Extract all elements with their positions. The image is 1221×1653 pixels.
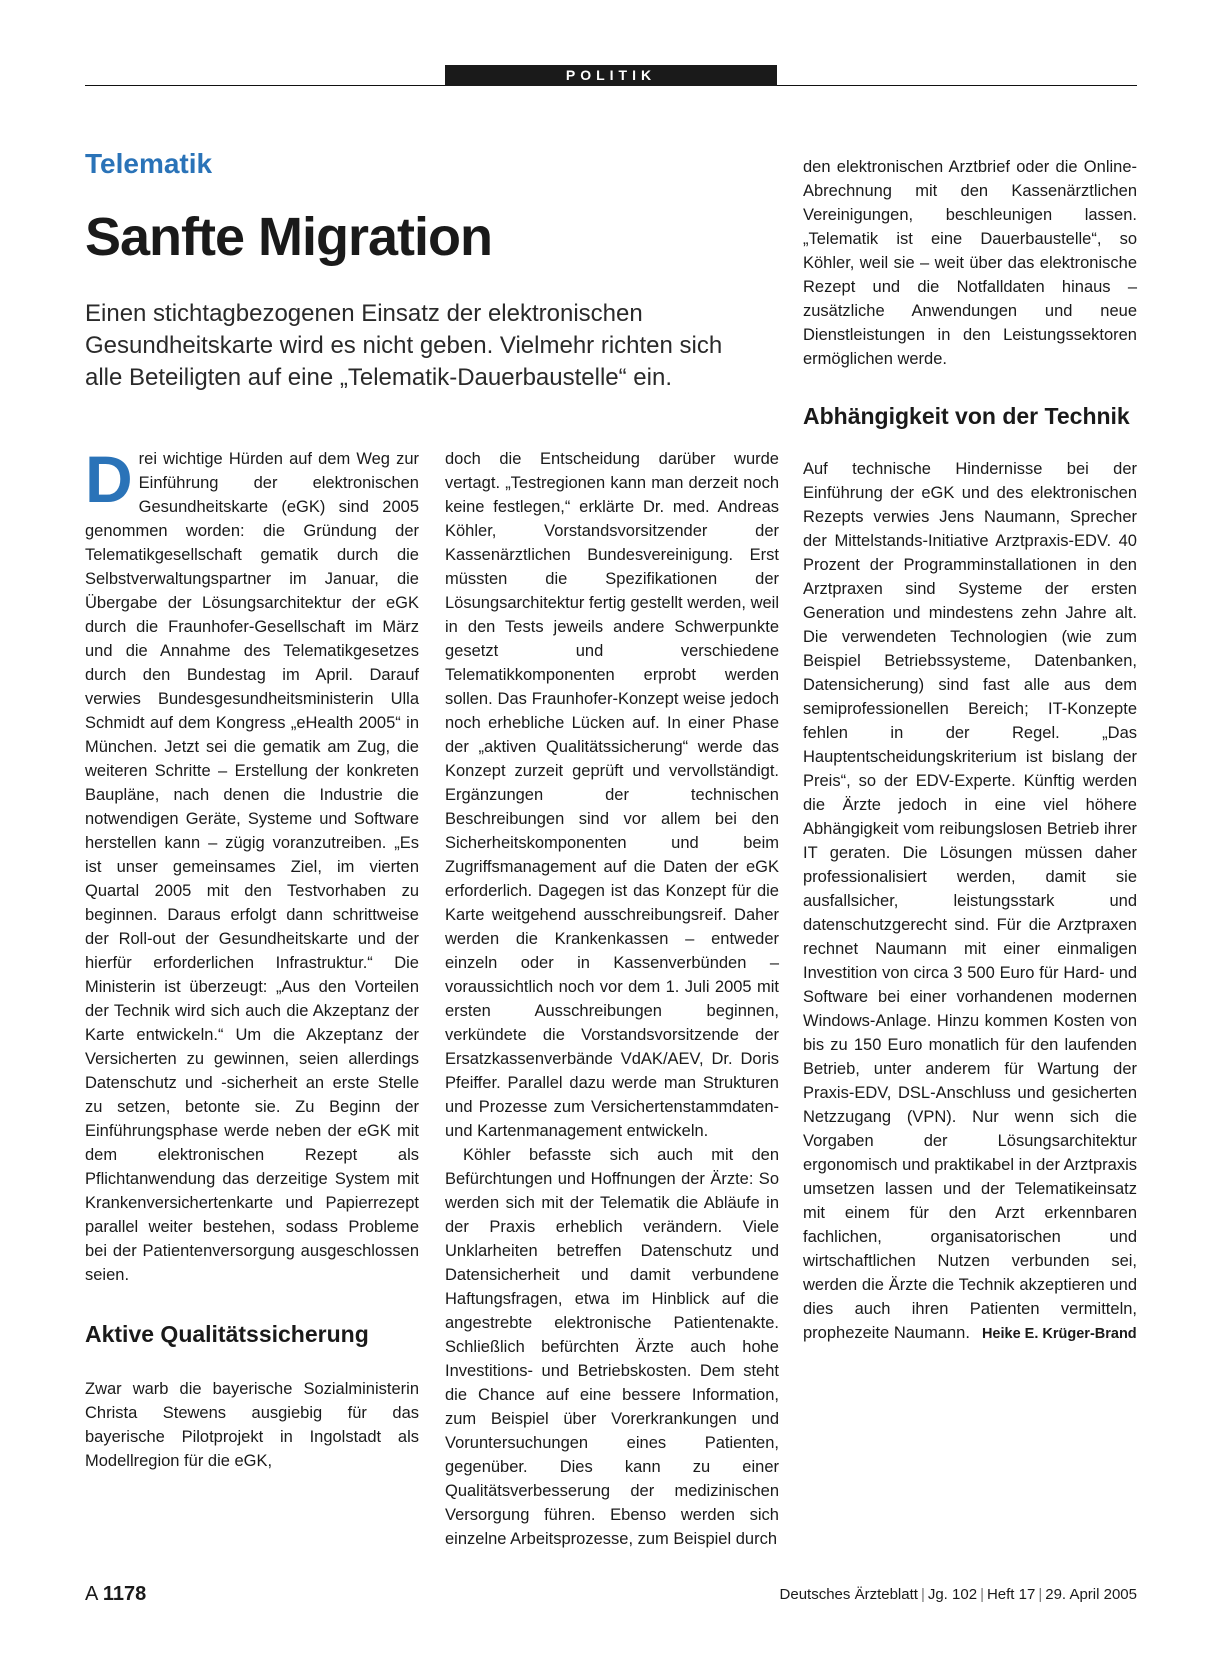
paragraph-intro: [85, 442, 419, 1287]
paragraph-koehler-continued: den elektronischen Arztbrief oder die Online-Abrechnung mit den Kassenärztlichen Vereinigungen, beschleunigen lassen. „Telematik ist eine Dauerbaustelle“, so Köhler, weil sie – weit über das elektronische Rezept und die Notfalldaten hinaus – zusätzliche Anwendungen und neue Dienstleistungen in den Leistungssektoren ermöglichen werde.: [803, 158, 1137, 368]
paragraph-intro-text: rei wichtige Hürden auf dem Weg zur Einführung der elektronischen Gesundheitskarte (eGK) sind 2005 genommen worden: die Gründung der Telematikgesellschaft gematik durch die Selbstverwaltungspartner im Januar, die Übergabe der Lösungsarchitektur der eGK durch die Fraunhofer-Gesellschaft im März und die Annahme des Telematikgesetzes durch den Bundestag im April. Darauf verwies Bundesgesundheitsministerin Ulla Schmidt auf dem Kongress „eHealth 2005“ in München. Jetzt sei die gematik am Zug, die weiteren Schritte – Erstellung der konkreten Baupläne, nach denen die Industrie die notwendigen Geräte, Systeme und Software herstellen kann – zügig voranzutreiben. „Es ist unser gemeinsames Ziel, im vierten Quartal 2005 mit den Testvorhaben zu beginnen. Daraus erfolgt dann schrittweise der Roll-out der Gesundheitskarte und der hierfür erforderlichen Infrastruktur.“ Die Ministerin ist überzeugt: „Aus den Vorteilen der Technik wird sich auch die Akzeptanz der Karte entwickeln.“ Um die Akzeptanz der Versicherten zu gewinnen, seien allerdings Datenschutz und -sicherheit an erste Stelle zu setzen, betonte sie. Zu Beginn der Einführungsphase werde neben der eGK mit dem elektronischen Rezept als Pflichtanwendung das derzeitige System mit Krankenversichertenkarte und Papierrezept parallel weiter bestehen, sodass Probleme bei der Patientenversorgung ausgeschlossen seien.: [85, 450, 419, 1284]
article-kicker: Telematik: [85, 148, 213, 179]
column-2: [445, 447, 779, 1551]
page-prefix: A: [85, 1583, 98, 1605]
article-lead: Einen stichtagbezogenen Einsatz der elektronischen Gesundheitskarte wird es nicht geben. Vielmehr richten sich alle Beteiligten auf eine „Telematik-Dauerbaustelle“ ein.: [85, 300, 723, 391]
journal-date: 29. April 2005: [1045, 1586, 1137, 1603]
subhead-qualitaetssicherung: Aktive Qualitätssicherung: [85, 1321, 369, 1347]
paragraph-koehler: Köhler befasste sich auch mit den Befürchtungen und Hoffnungen der Ärzte: So werden sich mit der Telematik die Abläufe in der Praxis erheblich verändern. Viele Unklarheiten betreffen Datenschutz und Datensicherheit und damit verbundene Haftungsfragen, etwa im Hinblick auf die angestrebte elektronische Patientenakte. Schließlich befürchten Ärzte auch hohe Investitions- und Betriebskosten. Dem steht die Chance auf eine bessere Information, zum Beispiel über Vorerkrankungen und Voruntersuchungen eines Patienten, gegenüber. Dies kann zu einer Qualitätsverbesserung der medizinischen Versorgung führen. Ebenso werden sich einzelne Arbeitsprozesse, zum Beispiel durch: [445, 1146, 779, 1548]
author-name: Heike E. Krüger-Brand: [981, 1326, 1137, 1342]
page-number: [85, 1583, 146, 1606]
journal-name: Deutsches Ärzteblatt: [779, 1586, 918, 1603]
column-1: [85, 442, 419, 1473]
article-title: Sanfte Migration: [85, 207, 493, 267]
section-label: POLITIK: [445, 65, 777, 86]
journal-issue: Heft 17: [986, 1586, 1036, 1603]
paragraph-stewens: Zwar warb die bayerische Sozialministerin Christa Stewens ausgiebig für das bayerische Pilotprojekt in Ingolstadt als Modellregion für die eGK,: [85, 1380, 419, 1470]
paragraph-entscheidung: doch die Entscheidung darüber wurde vertagt. „Testregionen kann man derzeit noch keine festlegen,“ erklärte Dr. med. Andreas Köhler, Vorstandsvorsitzender der Kassenärztlichen Bundesvereinigung. Erst müssten die Spezifikationen der Lösungsarchitektur fertig gestellt werden, weil in den Tests jeweils andere Schwerpunkte gesetzt und verschiedene Telematikkomponenten erprobt werden sollen. Das Fraunhofer-Konzept weise jedoch noch erhebliche Lücken auf. In einer Phase der „aktiven Qualitätssicherung“ werde das Konzept zurzeit geprüft und vervollständigt. Ergänzungen der technischen Beschreibungen sind vor allem bei den Sicherheitskomponenten und beim Zugriffsmanagement auf die Daten der eGK erforderlich. Dagegen ist das Konzept für die Karte weitgehend ausschreibungsreif. Daher werden die Krankenkassen – entweder einzeln oder in Kassenverbünden – voraussichtlich noch vor dem 1. Juli 2005 mit ersten Ausschreibungen beginnen, verkündete die Vorstandsvorsitzende der Ersatzkassenverbände VdAK/AEV, Dr. Doris Pfeiffer. Parallel dazu werde man Strukturen und Prozesse zum Versichertenstammdaten- und Kartenmanagement entwickeln.: [445, 450, 779, 1140]
journal-volume: Jg. 102: [927, 1586, 978, 1603]
paragraph-naumann-text: Auf technische Hindernisse bei der Einführung der eGK und des elektronischen Rezepts verwies Jens Naumann, Sprecher der Mittelstands-Initiative Arztpraxis-EDV. 40 Prozent der Programminstallationen in den Arztpraxen sind Systeme der ersten Generation und mindestens zehn Jahre alt. Die verwendeten Technologien (wie zum Beispiel Betriebssysteme, Datenbanken, Datensicherung) sind fast alle aus dem semiprofessionellen Bereich; IT-Konzepte fehlen in der Regel. „Das Hauptentscheidungskriterium ist bislang der Preis“, so der EDV-Experte. Künftig werden die Ärzte jedoch in eine viel höhere Abhängigkeit vom reibungslosen Betrieb ihrer IT geraten. Die Lösungen müssen daher professionalisiert werden, damit sie ausfallsicher, leistungsstark und datenschutzgerecht sind. Für die Arztpraxen rechnet Naumann mit einer einmaligen Investition von circa 3 500 Euro für Hard- und Software bei einer vorhandenen modernen Windows-Anlage. Hinzu kommen Kosten von bis zu 150 Euro monatlich für den laufenden Betrieb, unter anderem für Wartung der Praxis-EDV, DSL-Anschluss und gesicherten Netzzugang (VPN). Nur wenn sich die Vorgaben der Lösungsarchitektur ergonomisch und praktikabel in der Arztpraxis umsetzen lassen und der Telematikeinsatz mit einem für den Arzt erkennbaren fachlichen, organisatorischen und wirtschaftlichen Nutzen verbunden sei, werden die Ärzte die Technik akzeptieren und dies auch ihren Patienten vermitteln, prophezeite Naumann.: [803, 460, 1137, 1342]
paragraph-naumann: [803, 457, 1137, 1346]
page-number-value: 1178: [102, 1583, 147, 1605]
column-3: [803, 155, 1137, 1346]
subhead-abhaengigkeit: Abhängigkeit von der Technik: [803, 403, 1130, 429]
footer-citation: Deutsches Ärzteblatt | Jg. 102 | Heft 17 | 29. April 2005: [779, 1586, 1137, 1603]
drop-cap: D: [85, 442, 133, 516]
